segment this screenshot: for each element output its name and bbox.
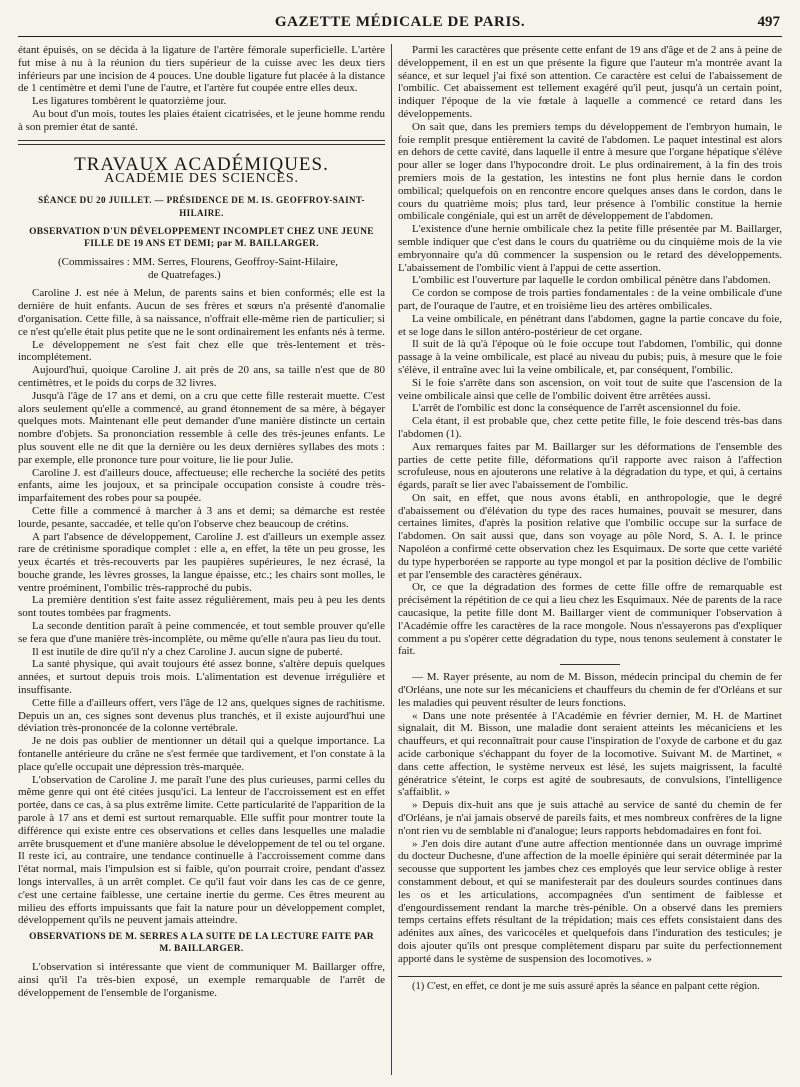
paragraph: Cette fille a commencé à marcher à 3 ans et demi; sa démarche est restée lourde, pesante, saccadée, et telle qu'on l'observe chez beaucoup de crétins. [18, 504, 385, 530]
paragraph: Il suit de là qu'à l'époque où le foie occupe tout l'abdomen, l'ombilic, qui donne passage à la veine ombilicale, est placé au niveau du pubis; puis, à mesure que le foie s'élève, il entraîne avec lui la veine ombilicale, et, par conséquent, l'ombilic. [398, 338, 782, 376]
paragraph: L'observation de Caroline J. me paraît l'une des plus curieuses, parmi celles du même genre qui ont été citées jusqu'ici. La lenteur de l'accroissement est en effet portée, dans ce cas, à sa plus extrême limite. Cette particularité de l'apparition de la parole à 17 ans et demi est surtout remarquable. Elle suffit pour montrer toute la différence qui existe entre ces observations et celles dans lesquelles une maladie arrête brusquement et d'une manière absolue le développement de tel ou tel organe. Il reste ici, au contraire, une tendance continuelle à l'accroissement comme dans l'état normal, mais l'impulsion est si faible, qu'on pourrait croire, pendant d'assez longs intervalles, à un arrêt complet. Ce qu'il faut voir dans les cas de ce genre, c'est une certaine faiblesse, une certaine inertie du germe. Ces êtres meurent au milieu des efforts impuissants que fait la nature pour un développement complet, développement qu'ils ne peuvent jamais atteindre. [18, 773, 385, 927]
footnote: (1) C'est, en effet, ce dont je me suis assuré après la séance en palpant cette région. [412, 980, 760, 992]
paragraph: Cette fille a d'ailleurs offert, vers l'âge de 12 ans, quelques signes de rachitisme. Depuis un an, ces signes sont devenus plus tranchés, et il existe aujourd'hui une déviation très-prononcée de la colonne vertébrale. [18, 696, 385, 735]
paragraph: Le développement ne s'est fait chez elle que très-lentement et très-incomplétement. [18, 338, 385, 364]
session-line: SÉANCE DU 20 JUILLET. — PRÉSIDENCE DE M. IS. GEOFFROY-SAINT-HILAIRE. [38, 195, 365, 218]
observation-title: OBSERVATIONS DE M. SERRES A LA SUITE DE LA LECTURE FAITE PAR M. BAILLARGER. [29, 932, 374, 955]
page-header [18, 10, 782, 37]
short-rule [560, 664, 620, 665]
paragraph: A part l'absence de développement, Caroline J. est d'ailleurs un exemple assez rare de crétinisme sporadique complet : elle a, en effet, la tête un peu grosse, les yeux écartés et très-recouverts par les paupières supérieures, le nez écrasé, la bouche grande, les lèvres grosses, la langue épaisse, etc.; les chairs sont molles, le ventre proéminent, l'ombilic très-rapproché du pubis. [18, 530, 385, 594]
paragraph: Les ligatures tombèrent le quatorzième jour. [32, 95, 227, 108]
paragraph: Il est inutile de dire qu'il n'y a chez Caroline J. aucun signe de puberté. [32, 645, 343, 658]
paragraph: étant épuisés, on se décida à la ligature de l'artère fémorale superficielle. L'artère fut mise à nu à la réunion du tiers supérieur de la cuisse avec les deux tiers inférieurs par une incision de 4 pouces. Une double ligature fut placée à la distance de 1 centimètre et demi l'une de l'autre, et l'artère fut coupée entre elles deux. [18, 44, 385, 95]
paragraph: Aujourd'hui, quoique Caroline J. ait près de 20 ans, sa taille n'est que de 80 centimètres, et le poids du corps de 32 livres. [18, 364, 385, 389]
paragraph: La santé physique, qui avait toujours été assez bonne, s'altère depuis quelques années, et surtout depuis trois mois. L'alimentation est devenue irrégulière et insuffisante. [18, 658, 385, 697]
column-divider [391, 44, 392, 1075]
paragraph: Ce cordon se compose de trois parties fondamentales : de la veine ombilicale d'une part, de l'ouraque de l'autre, et en troisième lieu des artères ombilicales. [398, 287, 782, 312]
paragraph: Au bout d'un mois, toutes les plaies étaient cicatrisées, et le jeune homme rendu à son premier état de santé. [18, 107, 385, 133]
commission-line: de Quatrefages.) [148, 268, 221, 281]
paragraph: « Dans une note présentée à l'Académie en février dernier, M. H. de Martinet signalait, dit M. Bisson, une maladie dont seraient atteints les mécaniciens et les chauffeurs, et qui reconnaîtrait pour cause l'inspiration de l'oxyde de carbone et du gaz acide carbonique s'échappant du foyer de la locomotive. Suivant M. de Martinet, « dans cette affection, le système nerveux est lésé, les sujets maigrissent, la faculté génératrice s'éteint, le corps est agité de soubresauts, de convulsions, l'intelligence s'affaiblit. » [398, 709, 782, 799]
commission-list [18, 256, 385, 282]
academy-title: ACADÉMIE DES SCIENCES. [104, 171, 299, 187]
paragraph: On sait que, dans les premiers temps du développement de l'embryon humain, le foie remplit presque entièrement la cavité de l'abdomen. Le paquet intestinal est alors en dehors de cette cavité, dans laquelle il entre à mesure que l'organe hépatique s'élève pour aller se loger dans l'hypocondre droit. Le plus ordinairement, à la fin des trois premiers mois de la gestation, les intestins ne font plus hernie dans le cordon ombilical; quelquefois on en rencontre encore quelques anses dans le cordon, dans le cours du quatrième mois; plus tard, leur présence à l'ombilic constitue la hernie ombilicale congéniale, qui est un arrêt de développement de l'abdomen. [398, 120, 782, 223]
left-column [18, 44, 385, 1079]
section-separator [18, 140, 385, 145]
paragraph: Je ne dois pas oublier de mentionner un détail qui a quelque importance. La fontanelle antérieure du crâne ne s'est fermée que tardivement, et l'on constate à la place qu'elle occupait une dépression très-marquée. [18, 735, 385, 773]
section-title: TRAVAUX ACADÉMIQUES. [74, 153, 329, 175]
paragraph: L'ombilic est l'ouverture par laquelle le cordon ombilical pénètre dans l'abdomen. [412, 274, 771, 287]
paragraph: » J'en dois dire autant d'une autre affection mentionnée dans un ouvrage imprimé du docteur Duchesne, d'une affection de la moelle épinière qui serait déterminée par la secousse que supportent les jambes chez ces employés que leur service oblige à rester constamment debout, et qui se manifesterait par des douleurs sourdes continues dans les os et les articulations, accompagnées d'un sentiment de faiblesse et d'engourdissement rendant la marche très-pénible. On a observé dans les premiers temps certains effets résultant de la trépidation; mais ces effets consistaient dans des adénites aux aînes, des varicocèles et quelquefois dans l'induration des testicules; je dois ajouter qu'ils ont presque complètement disparu par suite du perfectionnement apporté dans le système de suspension des locomotives. » [398, 837, 782, 965]
paragraph: La première dentition s'est faite assez régulièrement, mais peu à peu les dents sont toutes tombées par fragments. [18, 594, 385, 620]
paragraph: — M. Rayer présente, au nom de M. Bisson, médecin principal du chemin de fer d'Orléans, une note sur les mécaniciens et chauffeurs du chemin de fer d'Orléans et sur les maladies qui peuvent résulter de leurs fonctions. [398, 671, 782, 709]
paragraph: Jusqu'à l'âge de 17 ans et demi, on a cru que cette fille resterait muette. C'est alors seulement qu'elle a commencé, au grand étonnement de sa mère, à bégayer quelques mots. Maintenant elle peut demander d'une manière distincte un certain nombre d'objets. Sa prononciation ressemble à celle des très-jeunes enfants. Le plus souvent elle ne dit que la dernière ou les deux dernières syllabes des mots : par exemple, elle prononce ture pour voiture, lie lie pour Julie. [18, 389, 385, 466]
paragraph: Parmi les caractères que présente cette enfant de 19 ans d'âge et de 2 ans à peine de développement, il en est un que présente la figure que l'auteur m'a montrée avant la séance, et sur lequel j'ai fixé son attention. Ce caractère est celui de l'abaissement de l'ombilic. Cet abaissement est tellement exagéré qu'il peut, jusqu'à un certain point, indiquer l'époque de la vie fœtale à laquelle a commencé ce retard dans les développements. [398, 44, 782, 120]
right-column [398, 44, 782, 1079]
page-number: 497 [757, 14, 780, 30]
paragraph: Aux remarques faites par M. Baillarger sur les déformations de l'ensemble des parties de cette petite fille, déformations qu'il rapporte avec raison à l'affection scrofuleuse, nous en ajouterons une relative à la dégradation du type, et qui, à certains égards, paraît se lier avec l'abaissement de l'ombilic. [398, 440, 782, 492]
commission-line: (Commissaires : MM. Serres, Flourens, Geoffroy-Saint-Hilaire, [58, 255, 338, 268]
paragraph: L'existence d'une hernie ombilicale chez la petite fille présentée par M. Baillarger, semble indiquer que c'est dans le cours du quatrième ou du cinquième mois de la vie embryonnaire qu'a dû commencer la suspension ou le retard des développements. L'abaissement de l'ombilic vient à l'appui de cette assertion. [398, 223, 782, 274]
paragraph: Cela étant, il est probable que, chez cette petite fille, le foie descend très-bas dans l'abdomen (1). [398, 415, 782, 440]
paragraph: On sait, en effet, que nous avons établi, en anthropologie, que le degré d'abaissement ou d'élévation du type des races humaines, pouvait se mesurer, dans certaines limites, d'après la position relative que l'ombilic occupe sur la surface de l'abdomen. On sait aussi que, dans son voyage au pôle Nord, S. A. I. le prince Napoléon a confirmé cette observation chez les Esquimaux. De sorte que cette variété du type hyperboréen se rapporte au type mongol et par la position déclive de l'ombilic et par l'ensemble des caractères généraux. [398, 491, 782, 581]
paragraph: Caroline J. est née à Melun, de parents sains et bien conformés; elle est la dernière de huit enfants. Aucun de ses frères et sœurs n'a présenté d'anomalie d'organisation. Cette fille, à sa naissance, n'offrait elle-même rien de particulier; si ce n'est qu'elle était plus petite que ne le sont ordinairement les enfants nés à terme. [18, 287, 385, 338]
paragraph: L'arrêt de l'ombilic est donc la conséquence de l'arrêt ascensionnel du foie. [412, 402, 741, 415]
paragraph: La seconde dentition paraît à peine commencée, et tout semble prouver qu'elle se fera que d'une manière très-incomplète, ou même qu'elle n'aura pas lieu du tout. [18, 620, 385, 645]
paragraph: Caroline J. est d'ailleurs douce, affectueuse; elle recherche la société des petits enfants, aime les joujoux, et sa principale occupation consiste à coudre très-imparfaitement des robes pour sa poupée. [18, 466, 385, 505]
paragraph: La veine ombilicale, en pénétrant dans l'abdomen, gagne la partie concave du foie, et se loge dans le sillon antéro-postérieur de cet organe. [398, 312, 782, 338]
paragraph: Or, ce que la dégradation des formes de cette fille offre de remarquable est précisément la répétition de ce qui a lieu chez les Esquimaux. Née de parents de la race caucasique, la petite fille dont M. Baillarger vient de communiquer l'observation à l'Académie offre les caractères de la race mongole. Nous n'essayerons pas d'expliquer comment a pu s'opérer cette dégradation du type, nous tenons seulement à constater le fait. [398, 581, 782, 658]
paragraph: L'observation si intéressante que vient de communiquer M. Baillarger offre, ainsi qu'il l'a très-bien exposé, un exemple remarquable de l'arrêt de développement de l'ensemble de l'organisme. [18, 961, 385, 999]
paragraph: Si le foie s'arrête dans son ascension, on voit tout de suite que l'ascension de la veine ombilicale ainsi que celle de l'ombilic doivent être arrêtées aussi. [398, 376, 782, 402]
footnote-rule [398, 976, 782, 977]
journal-title: GAZETTE MÉDICALE DE PARIS. [274, 14, 526, 30]
observation-title: OBSERVATION D'UN DÉVELOPPEMENT INCOMPLET CHEZ UNE JEUNE FILLE DE 19 ANS ET DEMI; par M. BAILLARGER. [29, 226, 374, 249]
paragraph: » Depuis dix-huit ans que je suis attaché au service de santé du chemin de fer d'Orléans, je n'ai jamais observé de pareils faits, et mes nombreux confrères de la ligne n'ont rien vu de semblable ni d'analogue; leurs rapports hebdomadaires en font foi. [398, 799, 782, 837]
